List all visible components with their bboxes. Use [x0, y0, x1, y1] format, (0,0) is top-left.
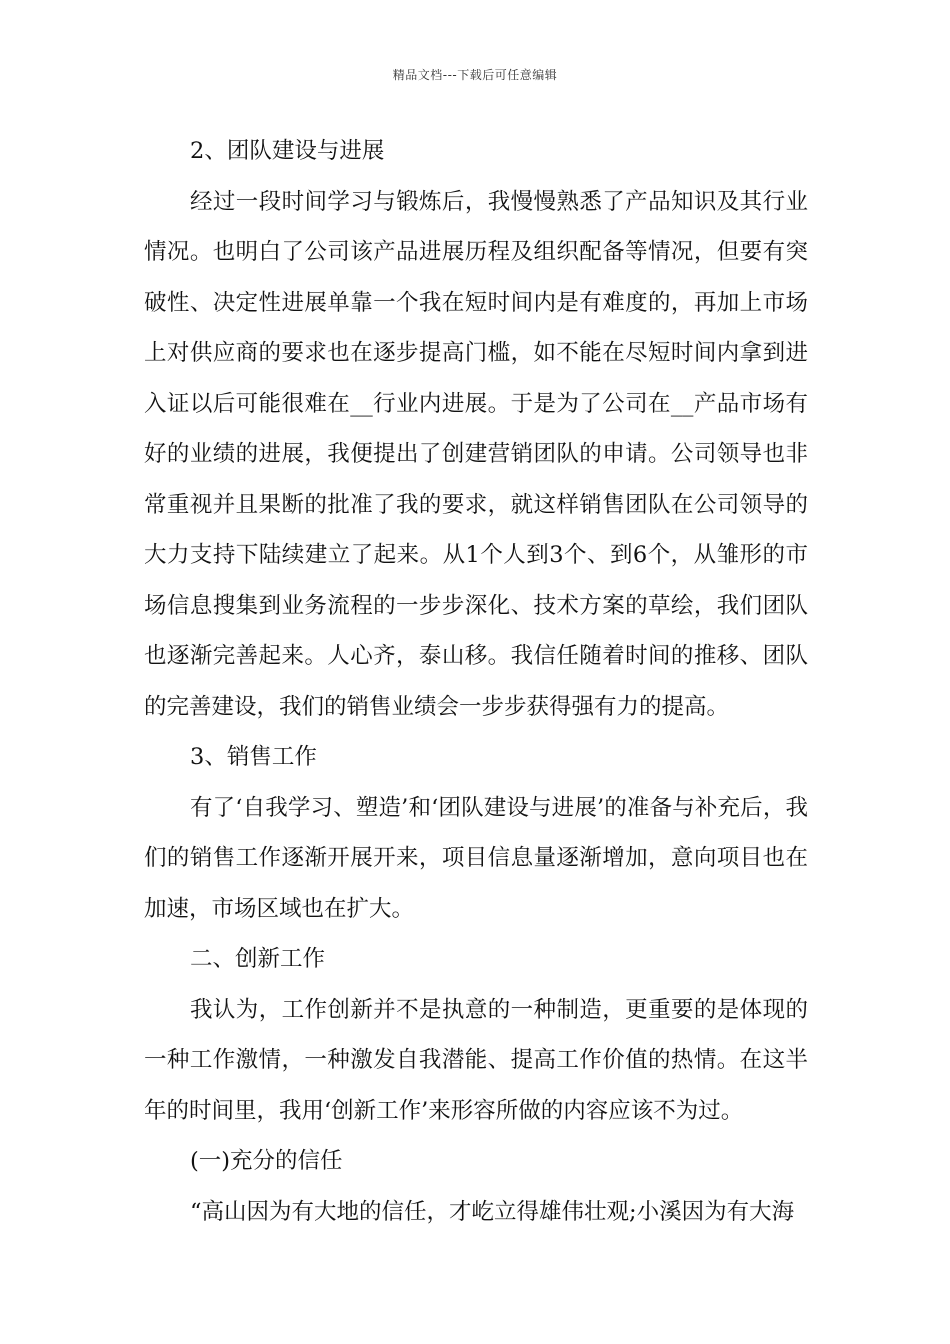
paragraph-trust-quote: “高山因为有大地的信任，才屹立得雄伟壮观;小溪因为有大海	[190, 1198, 795, 1225]
document-body	[144, 126, 808, 1237]
section-heading-sales-work: 3、销售工作	[190, 744, 317, 770]
section-heading-team-building: 2、团队建设与进展	[190, 138, 385, 164]
page-header: 精品文档---下载后可任意编辑	[392, 68, 558, 82]
paragraph-innovation: 我认为，工作创新并不是执意的一种制造，更重要的是体现的一种工作激情，一种激发自我潜能、提高工作价值的热情。在这半年的时间里，我用‘创新工作’来形容所做的内容应该不为过。	[144, 996, 808, 1124]
section-heading-innovation: 二、创新工作	[190, 946, 326, 972]
paragraph-team-building: 经过一段时间学习与锻炼后，我慢慢熟悉了产品知识及其行业情况。也明白了公司该产品进展历程及组织配备等情况，但要有突破性、决定性进展单靠一个我在短时间内是有难度的，再加上市场上对供应商的要求也在逐步提高门槛，如不能在尽短时间内拿到进入证以后可能很难在__行业内进展。于是为了公司在__产品市场有好的业绩的进展，我便提出了创建营销团队的申请。公司领导也非常重视并且果断的批准了我的要求，就这样销售团队在公司领导的大力支持下陆续建立了起来。从1个人到3个、到6个，从雏形的市场信息搜集到业务流程的一步步深化、技术方案的草绘，我们团队也逐渐完善起来。人心齐，泰山移。我信任随着时间的推移、团队的完善建设，我们的销售业绩会一步步获得强有力的提高。	[144, 188, 808, 720]
subsection-heading-trust: (一)充分的信任	[190, 1148, 343, 1174]
paragraph-sales-work: 有了‘自我学习、塑造’和‘团队建设与进展’的准备与补充后，我们的销售工作逐渐开展开来，项目信息量逐渐增加，意向项目也在加速，市场区域也在扩大。	[144, 794, 808, 922]
